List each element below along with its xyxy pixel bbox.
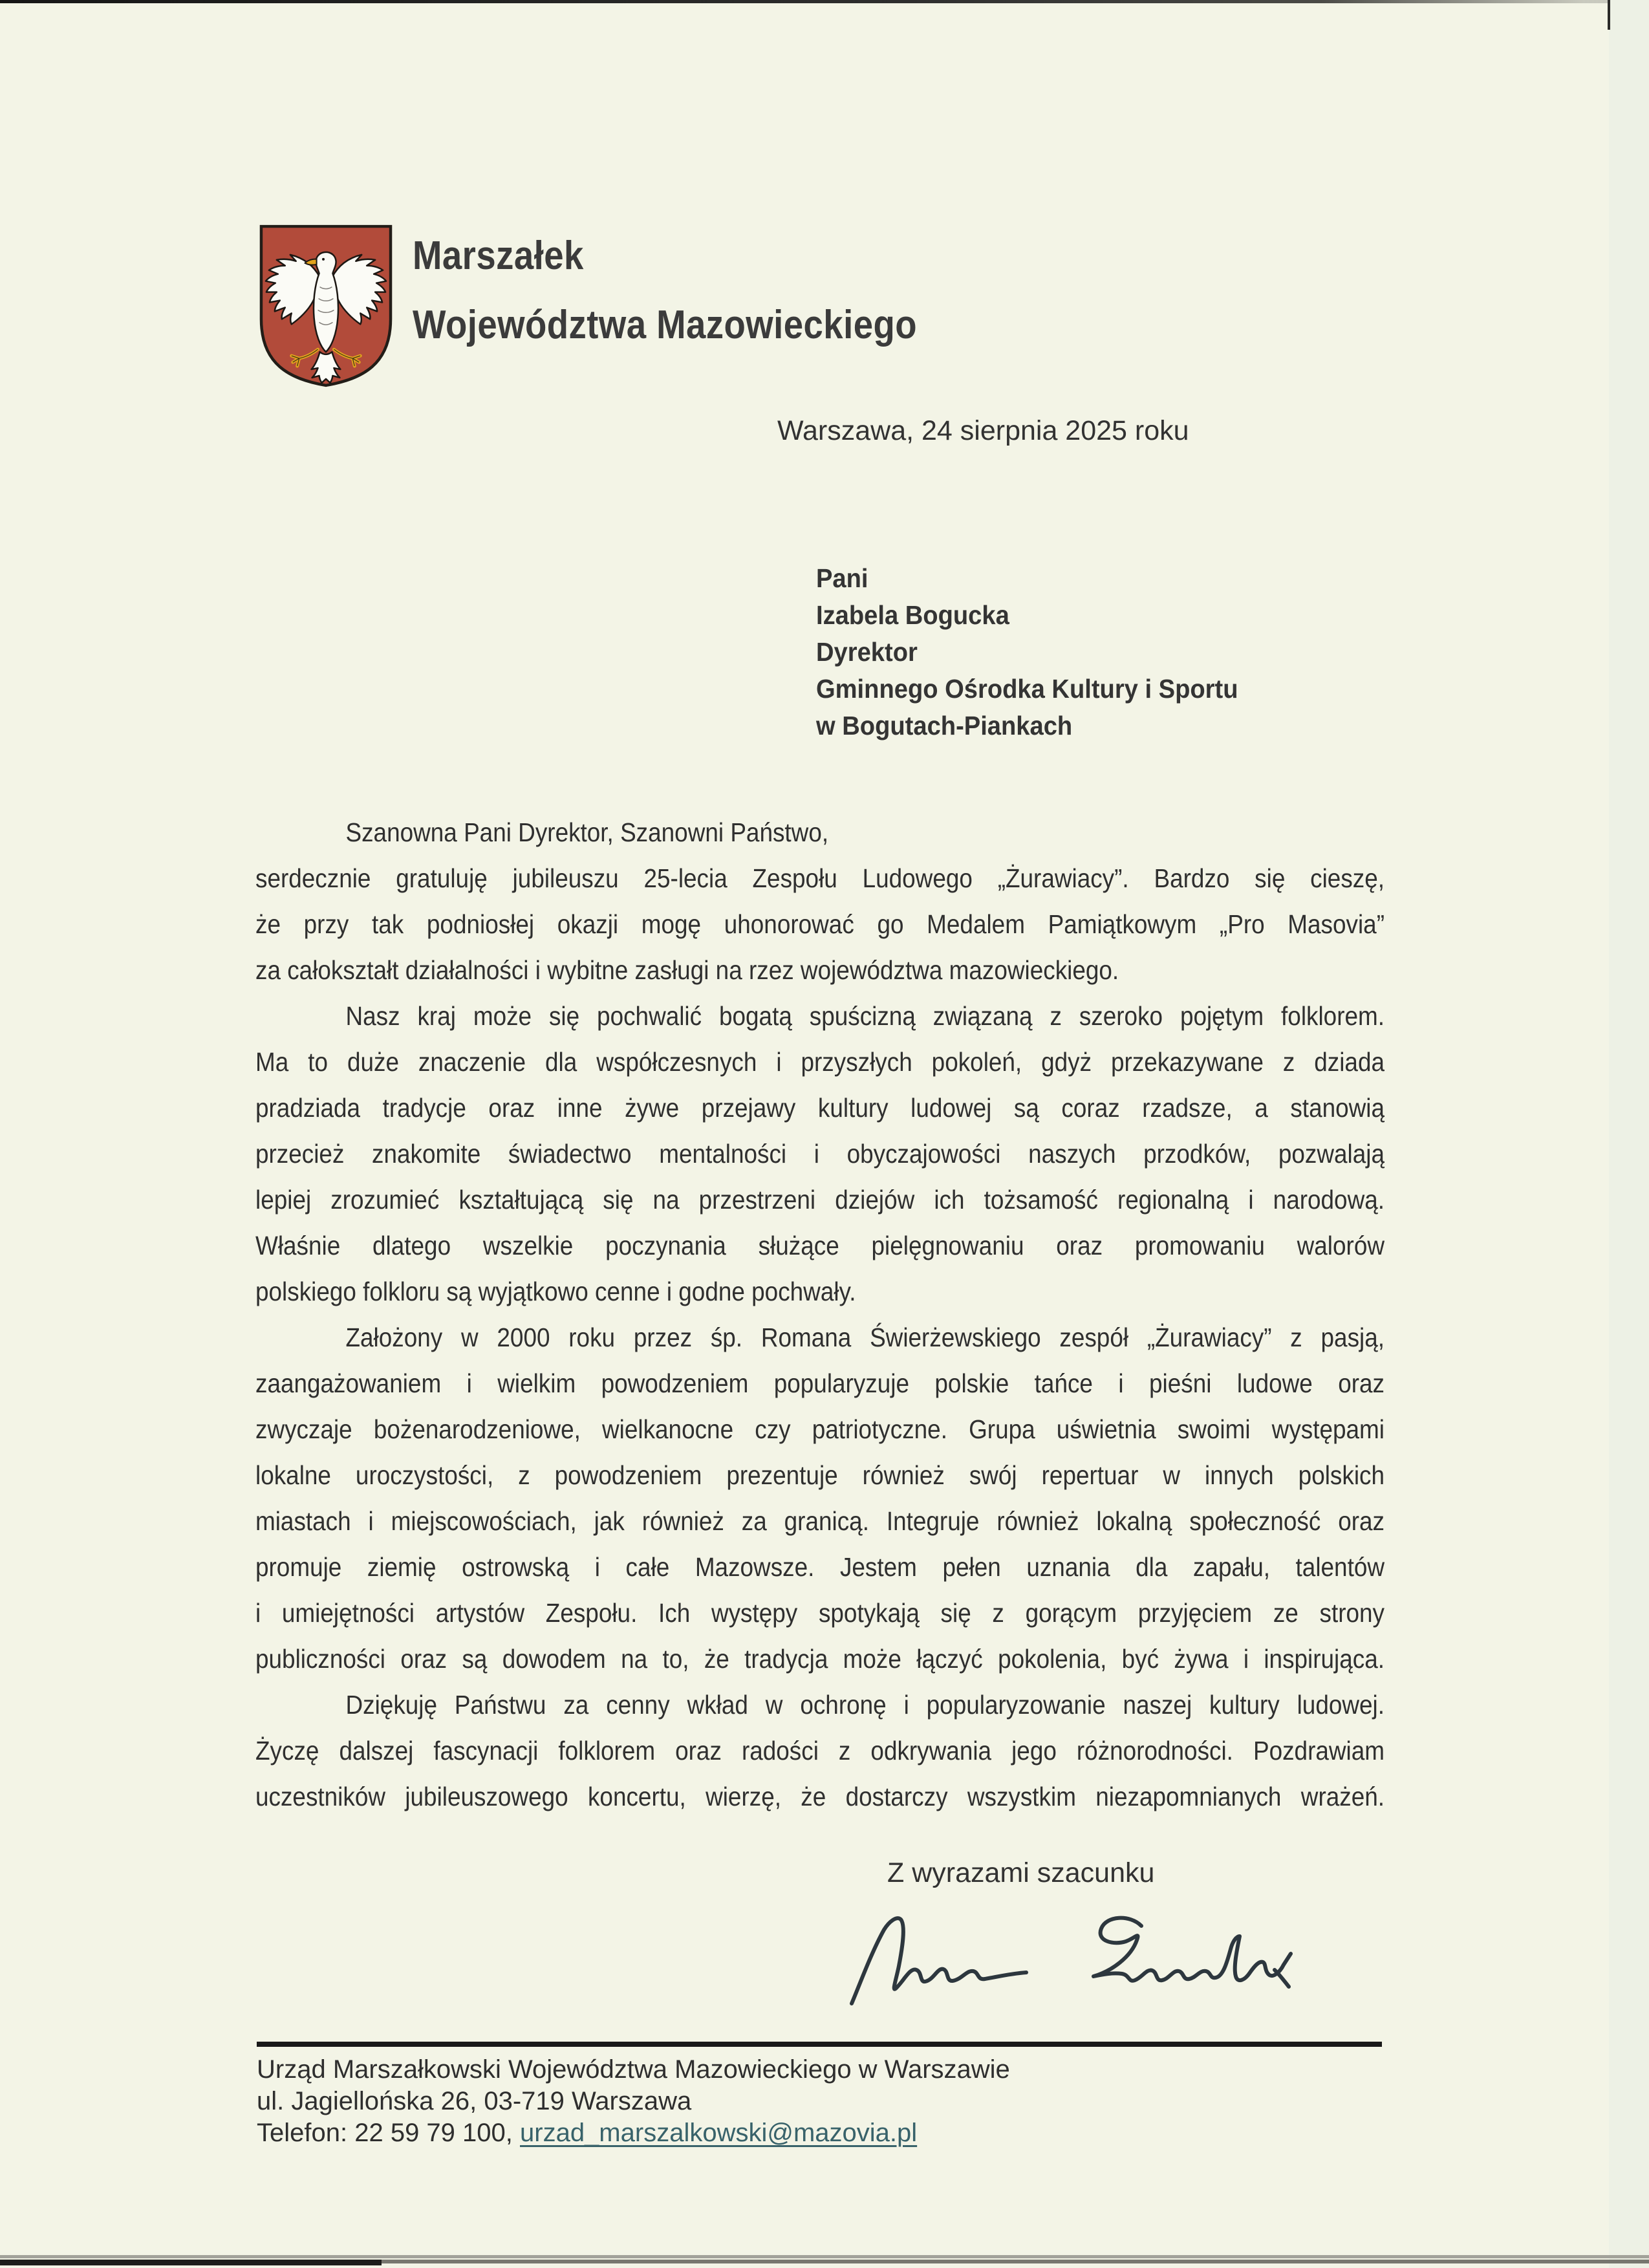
footer-org-line: Urząd Marszałkowski Województwa Mazowieckiego w Warszawie <box>257 2055 1010 2084</box>
recipient-line: Pani <box>816 563 868 593</box>
body-line: serdecznie gratuluję jubileuszu 25-lecia Zespołu Ludowego „Żurawiacy”. Bardzo się cieszę, <box>255 863 1385 893</box>
body-line: pradziada tradycje oraz inne żywe przejawy kultury ludowej są coraz rzadsze, a stanowią <box>255 1093 1385 1123</box>
handwritten-signature-icon <box>837 1906 1342 2023</box>
body-line: przecież znakomite świadectwo mentalności i obyczajowości naszych przodków, pozwalają <box>255 1139 1385 1169</box>
recipient-line: Gminnego Ośrodka Kultury i Sportu <box>816 674 1238 704</box>
footer-address-line: ul. Jagiellońska 26, 03-719 Warszawa <box>257 2087 692 2115</box>
body-line: Dziękuję Państwu za cenny wkład w ochronę i popularyzowanie naszej kultury ludowej. <box>345 1690 1385 1720</box>
footer-rule <box>257 2042 1382 2047</box>
body-line: lepiej zrozumieć kształtującą się na przestrzeni dziejów ich tożsamość regionalną i narodową. <box>255 1185 1385 1215</box>
body-line: i umiejętności artystów Zespołu. Ich występy spotykają się z gorącym przyjęciem ze strony <box>255 1598 1385 1628</box>
recipient-block <box>816 560 1238 744</box>
body-line: uczestników jubileuszowego koncertu, wierzę, że dostarczy wszystkim niezapomnianych wrażeń. <box>255 1782 1385 1811</box>
scan-right-edge-line <box>1608 0 1610 30</box>
letter-body <box>255 810 1385 1820</box>
scan-bottom-edge-gray <box>382 2260 1649 2263</box>
footer <box>257 2054 1010 2149</box>
footer-email-link[interactable]: urzad_marszalkowski@mazovia.pl <box>520 2119 918 2147</box>
body-line: Właśnie dlatego wszelkie poczynania służące pielęgnowaniu oraz promowaniu walorów <box>255 1231 1385 1260</box>
letterhead-title <box>413 221 917 360</box>
body-line: Założony w 2000 roku przez śp. Romana Świerżewskiego zespół „Żurawiacy” z pasją, <box>345 1323 1385 1352</box>
body-line: Szanowna Pani Dyrektor, Szanowni Państwo, <box>345 817 829 847</box>
footer-phone-line <box>257 2117 1010 2149</box>
scan-bottom-shadow <box>0 2255 1649 2258</box>
body-line: za całokształt działalności i wybitne zasługi na rzez województwa mazowieckiego. <box>255 955 1119 985</box>
body-line: Życzę dalszej fascynacji folklorem oraz radości z odkrywania jego różnorodności. Pozdrawiam <box>255 1736 1385 1766</box>
mazovia-coat-of-arms-icon <box>257 222 395 389</box>
recipient-line: Dyrektor <box>816 637 918 667</box>
body-line: lokalne uroczystości, z powodzeniem prezentuje również swój repertuar w innych polskich <box>255 1460 1385 1490</box>
body-line: że przy tak podniosłej okazji mogę uhonorować go Medalem Pamiątkowym „Pro Masovia” <box>255 909 1385 939</box>
recipient-line: Izabela Bogucka <box>816 600 1009 630</box>
footer-phone-prefix: Telefon: 22 59 79 100, <box>257 2119 520 2147</box>
body-line: Nasz kraj może się pochwalić bogatą spuścizną związaną z szeroko pojętym folklorem. <box>345 1001 1385 1031</box>
body-line: publiczności oraz są dowodem na to, że tradycja może łączyć pokolenia, być żywa i inspirująca. <box>255 1644 1385 1674</box>
body-line: miastach i miejscowościach, jak również za granicą. Integruje również lokalną społeczność oraz <box>255 1506 1385 1536</box>
scan-top-edge-artifact <box>0 0 1649 3</box>
date-line: Warszawa, 24 sierpnia 2025 roku <box>777 415 1189 446</box>
letterhead-title-line2: Województwa Mazowieckiego <box>413 303 918 347</box>
closing-line: Z wyrazami szacunku <box>887 1857 1155 1888</box>
scan-bottom-edge-dark <box>0 2260 382 2265</box>
body-line: zaangażowaniem i wielkim powodzeniem popularyzuje polskie tańce i pieśni ludowe oraz <box>255 1368 1385 1398</box>
body-line: Ma to duże znaczenie dla współczesnych i przyszłych pokoleń, gdyż przekazywane z dziada <box>255 1047 1385 1077</box>
scan-right-paper-edge <box>1609 0 1649 2268</box>
body-line: polskiego folkloru są wyjątkowo cenne i godne pochwały. <box>255 1277 856 1306</box>
letterhead-title-line1: Marszałek <box>413 233 584 278</box>
recipient-line: w Bogutach-Piankach <box>816 711 1073 740</box>
body-line: promuje ziemię ostrowską i całe Mazowsze. Jestem pełen uznania dla zapału, talentów <box>255 1552 1385 1582</box>
body-line: zwyczaje bożenarodzeniowe, wielkanocne czy patriotyczne. Grupa uświetnia swoimi występami <box>255 1414 1385 1444</box>
